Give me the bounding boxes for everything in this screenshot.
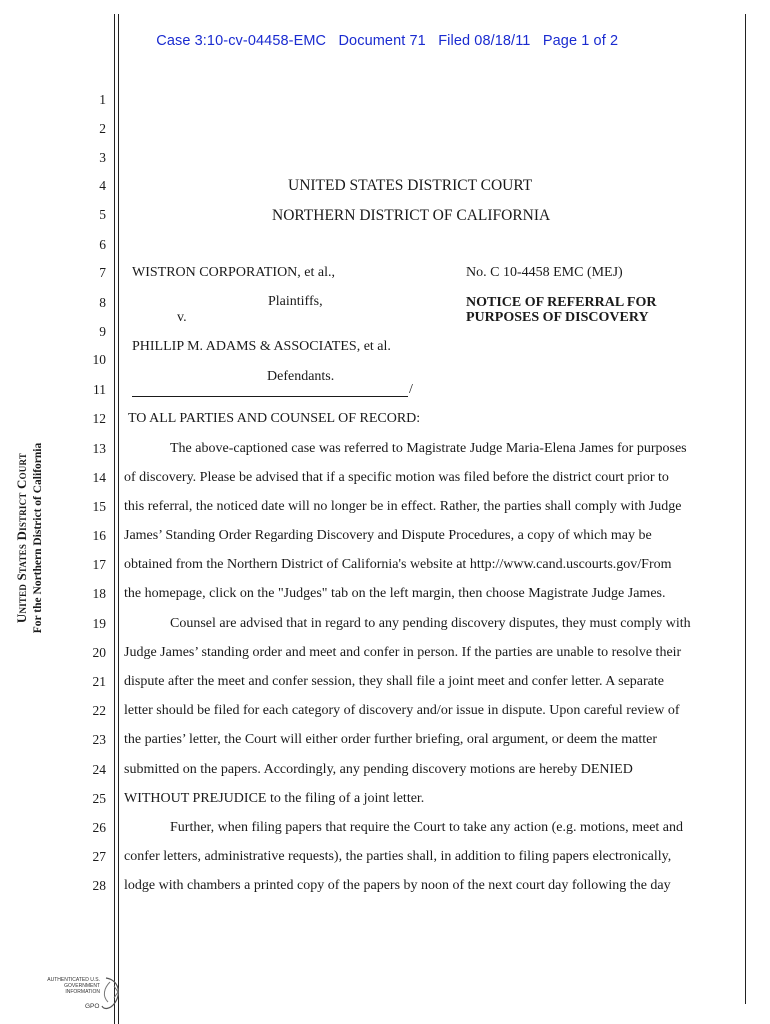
line-number: 1 <box>99 92 106 107</box>
body-line-23: the parties’ letter, the Court will either order further briefing, oral argument, or deem the matter <box>124 732 658 747</box>
body-line-26: Further, when filing papers that require the Court to take any action (e.g. motions, meet and <box>170 820 684 835</box>
court-sidebar-label <box>14 428 46 648</box>
line-number: 7 <box>99 265 106 280</box>
body-line-22: letter should be filed for each category of discovery and/or issue in dispute. Upon careful review of <box>124 703 680 718</box>
line-number: 27 <box>92 849 106 864</box>
line-number: 20 <box>92 645 106 660</box>
line-number: 2 <box>99 121 106 136</box>
body-line-18: the homepage, click on the "Judges" tab on the left margin, then choose Magistrate Judge James. <box>124 586 666 601</box>
gpo-label: GPO <box>85 1003 100 1010</box>
line-number: 11 <box>93 382 106 397</box>
header-filed-date: Filed 08/18/11 <box>438 33 531 49</box>
sidebar-court-name: United States District Court <box>14 452 29 624</box>
defendant-name: PHILLIP M. ADAMS & ASSOCIATES, et al. <box>132 339 391 354</box>
line-number: 10 <box>92 352 106 367</box>
line-number: 6 <box>99 237 106 252</box>
right-margin-rule <box>745 14 746 1004</box>
notice-title-line2: PURPOSES OF DISCOVERY <box>466 310 649 325</box>
header-case-number: Case 3:10-cv-04458-EMC <box>156 33 327 49</box>
plaintiff-name: WISTRON CORPORATION, et al., <box>132 265 335 280</box>
line-number: 3 <box>99 150 106 165</box>
caption-slash: / <box>409 382 413 397</box>
body-line-27: confer letters, administrative requests), the parties shall, in addition to filing papers electronically, <box>124 849 672 864</box>
left-margin-rule-outer <box>114 14 115 1024</box>
line-number: 22 <box>92 703 106 718</box>
left-margin-rule-inner <box>118 14 119 1024</box>
line-number: 15 <box>92 499 106 514</box>
line-number: 28 <box>92 878 106 893</box>
case-number: No. C 10-4458 EMC (MEJ) <box>466 265 623 280</box>
line-number: 18 <box>92 586 106 601</box>
ecf-header <box>148 17 618 49</box>
line-number: 13 <box>92 441 106 456</box>
gpo-authenticated-text: AUTHENTICATED U.S. GOVERNMENT INFORMATION <box>47 977 100 995</box>
body-line-19: Counsel are advised that in regard to any pending discovery disputes, they must comply with <box>170 616 691 631</box>
body-line-28: lodge with chambers a printed copy of the papers by noon of the next court day following the day <box>124 878 671 893</box>
line-number: 21 <box>92 674 106 689</box>
body-line-25: WITHOUT PREJUDICE to the filing of a joint letter. <box>124 791 425 806</box>
line-number: 16 <box>92 528 106 543</box>
court-title-line1: UNITED STATES DISTRICT COURT <box>288 177 533 194</box>
defendants-label: Defendants. <box>267 369 335 384</box>
line-number: 19 <box>92 616 106 631</box>
versus-label: v. <box>177 310 187 325</box>
line-number: 4 <box>99 178 106 193</box>
line-number: 23 <box>92 732 106 747</box>
body-line-12: TO ALL PARTIES AND COUNSEL OF RECORD: <box>128 411 421 426</box>
body-line-14: of discovery. Please be advised that if a specific motion was filed before the district court prior to <box>124 470 669 485</box>
line-number: 26 <box>92 820 106 835</box>
body-line-21: dispute after the meet and confer session, they shall file a joint meet and confer letter. A separate <box>124 674 664 689</box>
notice-title-line1: NOTICE OF REFERRAL FOR <box>466 295 657 310</box>
body-line-24: submitted on the papers. Accordingly, any pending discovery motions are hereby DENIED <box>124 762 633 777</box>
line-number: 8 <box>99 295 106 310</box>
line-number: 14 <box>92 470 106 485</box>
body-line-17: obtained from the Northern District of California's website at http://www.cand.uscourts.gov/From <box>124 557 672 572</box>
plaintiffs-label: Plaintiffs, <box>268 294 323 309</box>
sidebar-district-name: For the Northern District of California <box>32 442 44 634</box>
body-line-13: The above-captioned case was referred to Magistrate Judge Maria-Elena James for purposes <box>170 441 687 456</box>
header-document: Document 71 <box>338 33 426 49</box>
line-number: 5 <box>99 207 106 222</box>
line-number: 17 <box>92 557 106 572</box>
body-line-20: Judge James’ standing order and meet and confer in person. If the parties are unable to resolve their <box>124 645 682 660</box>
header-page: Page 1 of 2 <box>542 33 619 49</box>
body-line-16: James’ Standing Order Regarding Discovery and Dispute Procedures, a copy of which may be <box>124 528 652 543</box>
court-title-line2: NORTHERN DISTRICT OF CALIFORNIA <box>272 207 551 224</box>
body-line-15: this referral, the noticed date will no longer be in effect. Rather, the parties shall comply with Judge <box>124 499 682 514</box>
caption-underline <box>132 396 408 397</box>
line-number: 9 <box>99 324 106 339</box>
line-number: 25 <box>92 791 106 806</box>
line-number: 12 <box>92 411 106 426</box>
line-number: 24 <box>92 762 106 777</box>
